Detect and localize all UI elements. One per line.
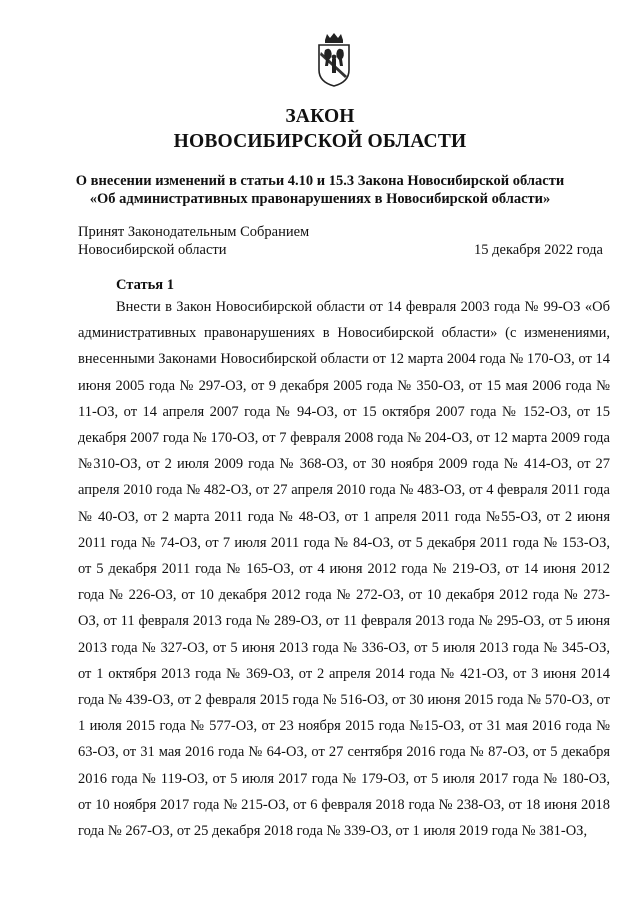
article-body: Внести в Закон Новосибирской области от 14 февраля 2003 года № 99-ОЗ «Об административных правонарушениях в Новосибирской области» (с изменениями, внесенными Законами Новосибирской области от 12 марта 2004 года № 170-ОЗ, от 14 июня 2005 года № 297-ОЗ, от 9 декабря 2005 года № 350-ОЗ, от 15 мая 2006 года № 11-ОЗ, от 14 апреля 2007 года № 94-ОЗ, от 15 октября 2007 года № 152-ОЗ, от 15 декабря 2007 года № 170-ОЗ, от 7 февраля 2008 года № 204-ОЗ, от 12 марта 2009 года №310-ОЗ, от 2 июля 2009 года № 368-ОЗ, от 30 ноября 2009 года № 414-ОЗ, от 27 апреля 2010 года № 482-ОЗ, от 27 апреля 2010 года № 483-ОЗ, от 4 февраля 2011 года № 40-ОЗ, от 2 марта 2011 года № 48-ОЗ, от 1 апреля 2011 года №55-ОЗ, от 2 июня 2011 года № 74-ОЗ, от 7 июля 2011 года № 84-ОЗ, от 5 декабря 2011 года № 153-ОЗ, от 5 декабря 2011 года № 165-ОЗ, от 4 июня 2012 года № 219-ОЗ, от 14 июня 2012 года № 226-ОЗ, от 10 декабря 2012 года № 272-ОЗ, от 10 декабря 2012 года № 273-ОЗ, от 11 февраля 2013 года № 289-ОЗ, от 11 февраля 2013 года № 295-ОЗ, от 5 июня 2013 года № 327-ОЗ, от 5 июня 2013 года № 336-ОЗ, от 5 июля 2013 года № 345-ОЗ, от 1 октября 2013 года № 369-ОЗ, от 2 апреля 2014 года № 421-ОЗ, от 3 июня 2014 года № 439-ОЗ, от 2 февраля 2015 года № 516-ОЗ, от 30 июня 2015 года № 570-ОЗ, от 1 июля 2015 года № 577-ОЗ, от 23 ноября 2015 года №15-ОЗ, от 31 мая 2016 года № 63-ОЗ, от 31 мая 2016 года № 64-ОЗ, от 27 сентября 2016 года № 87-ОЗ, от 5 декабря 2016 года № 119-ОЗ, от 5 июля 2017 года № 179-ОЗ, от 5 июля 2017 года № 180-ОЗ, от 10 ноября 2017 года № 215-ОЗ, от 6 февраля 2018 года № 238-ОЗ, от 18 июня 2018 года № 267-ОЗ, от 25 декабря 2018 года № 339-ОЗ, от 1 июля 2019 года № 381-ОЗ, [78, 299, 610, 840]
adopted-by-line1: Принят Законодательным Собранием [78, 224, 310, 240]
adopted-by-line2: Новосибирской области [78, 242, 227, 258]
region-title: НОВОСИБИРСКОЙ ОБЛАСТИ [173, 131, 467, 152]
novosibirsk-coat-of-arms-icon [316, 32, 352, 88]
law-subtitle-line2: «Об административных правонарушениях в Новосибирской области» [89, 191, 551, 207]
article-heading: Статья 1 [116, 277, 174, 293]
law-title: ЗАКОН [285, 106, 355, 127]
adoption-date: 15 декабря 2022 года [474, 242, 603, 258]
law-subtitle-line1: О внесении изменений в статьи 4.10 и 15.3 Закона Новосибирской области [75, 173, 565, 189]
